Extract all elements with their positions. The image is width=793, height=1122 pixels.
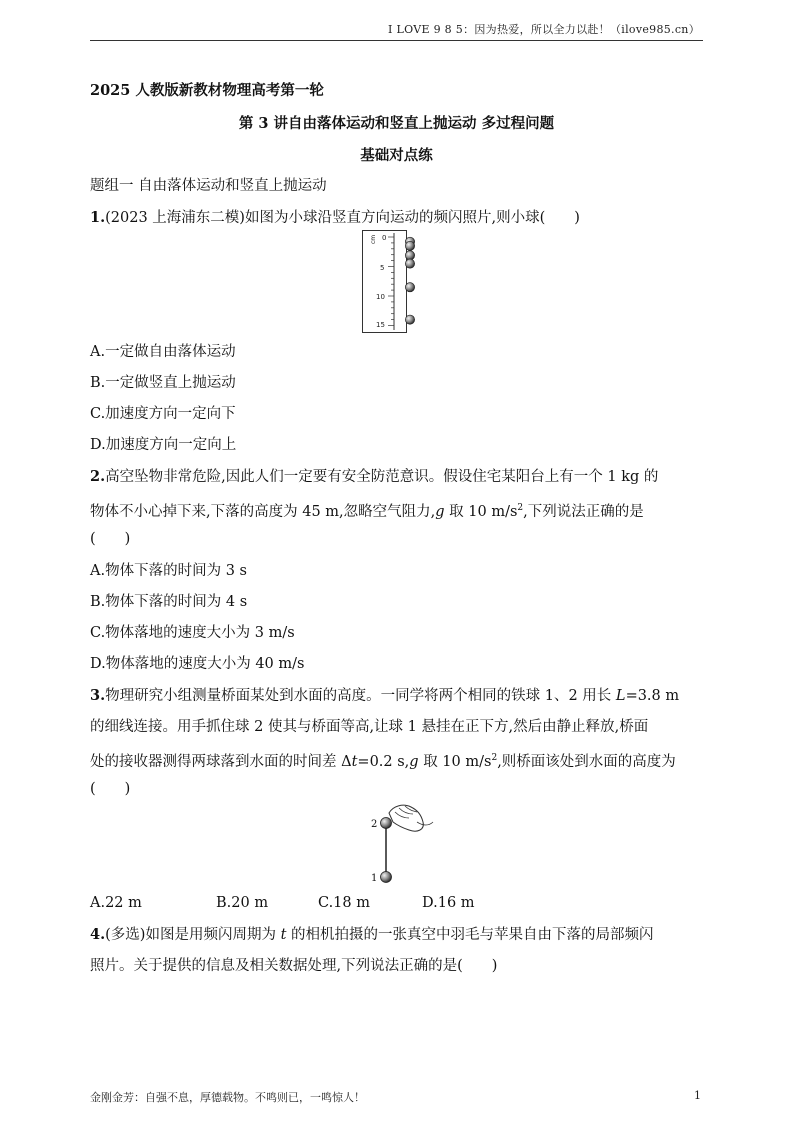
question-1-number: 1.	[90, 209, 106, 226]
question-2-option-d: D.物体落地的速度大小为 40 m/s	[90, 656, 305, 672]
strobe-ball	[405, 283, 414, 292]
question-2-text-c: ,下列说法正确的是	[523, 503, 644, 520]
header-divider	[90, 40, 703, 41]
question-3-text-e: 取 10 m/s	[418, 753, 492, 770]
period-symbol: t	[280, 927, 287, 943]
length-symbol: L	[615, 688, 626, 704]
question-3-option-d: D.16 m	[422, 895, 475, 911]
ball-2-label: 2	[371, 819, 378, 830]
question-2-option-b: B.物体下落的时间为 4 s	[90, 594, 248, 610]
gravity-symbol: g	[435, 503, 445, 520]
question-4-number: 4.	[90, 926, 106, 943]
question-3-text-c: 处的接收器测得两球落到水面的时间差 Δ	[90, 753, 352, 770]
gravity-symbol: g	[409, 753, 419, 770]
question-2-line-2	[90, 498, 644, 522]
question-3-text-b: =3.8 m	[625, 688, 680, 704]
question-3-line-3	[90, 748, 676, 772]
ruler-body	[363, 231, 407, 333]
superscript: 2	[517, 503, 524, 513]
question-3-line-1	[90, 686, 679, 706]
ruler-tick-label: 5	[380, 264, 385, 272]
question-3-line-2: 的细线连接。用手抓住球 2 使其与桥面等高,让球 1 悬挂在正下方,然后由静止释放,桥面	[90, 719, 649, 735]
strobe-ball	[405, 315, 414, 324]
ruler-tick-label: 15	[376, 321, 385, 329]
question-3-text-f: ,则桥面该处到水面的高度为	[497, 753, 676, 770]
page-footer: 金刚金芳：自强不息，厚德载物。不鸣则已，一鸣惊人！	[90, 1091, 365, 1104]
ball-1-label: 1	[371, 873, 378, 884]
lesson-title: 第 3 讲自由落体运动和竖直上抛运动 多过程问题	[238, 115, 555, 132]
question-3-option-b: B.20 m	[216, 895, 269, 911]
question-4-text-a: (多选)如图是用频闪周期为	[105, 927, 281, 943]
two-ball-string-figure	[365, 800, 435, 890]
question-3-option-a: A.22 m	[90, 895, 142, 911]
section-subtitle: 基础对点练	[360, 147, 433, 164]
superscript: 2	[491, 753, 498, 763]
question-3-text-a: 物理研究小组测量桥面某处到水面的高度。一同学将两个相同的铁球 1、2 用长	[105, 688, 616, 704]
question-2-text-b: 取 10 m/s	[444, 503, 518, 520]
page-number: 1	[694, 1089, 701, 1102]
question-group-heading: 题组一 自由落体运动和竖直上抛运动	[90, 178, 327, 194]
question-3-answer-paren: ( )	[90, 781, 131, 797]
strobe-ball	[405, 241, 414, 250]
strobe-ball	[405, 259, 414, 268]
question-4-line-2: 照片。关于提供的信息及相关数据处理,下列说法正确的是( )	[90, 958, 498, 974]
strobe-photo-ruler-figure	[362, 230, 430, 333]
question-1-option-d: D.加速度方向一定向上	[90, 437, 237, 453]
ball-2	[381, 818, 392, 829]
question-2-text: 高空坠物非常危险,因此人们一定要有安全防范意识。假设住宅某阳台上有一个 1 kg 的	[105, 469, 659, 485]
ruler-tick-label: 10	[376, 293, 385, 301]
question-3-number: 3.	[90, 687, 106, 704]
question-2-answer-paren: ( )	[90, 531, 131, 547]
question-4-text-b: 的相机拍摄的一张真空中羽毛与苹果自由下落的局部频闪	[286, 927, 654, 943]
ruler-tick-label: 0	[382, 234, 387, 242]
page-header: I LOVE 9 8 5：因为热爱，所以全力以赴！（ilove985.cn）	[388, 23, 700, 36]
question-3-text-d: =0.2 s,	[357, 753, 410, 770]
question-1-option-b: B.一定做竖直上抛运动	[90, 375, 236, 391]
question-4-line-1	[90, 925, 654, 945]
series-title: 2025 人教版新教材物理高考第一轮	[90, 82, 324, 99]
strobe-ball	[405, 251, 414, 260]
question-1-option-a: A.一定做自由落体运动	[90, 344, 236, 360]
ball-1	[381, 872, 392, 883]
question-2-option-a: A.物体下落的时间为 3 s	[90, 563, 247, 579]
time-symbol: t	[351, 753, 358, 770]
question-3-option-c: C.18 m	[318, 895, 370, 911]
question-1-option-c: C.加速度方向一定向下	[90, 406, 236, 422]
question-2-line-1	[90, 467, 658, 487]
question-2-number: 2.	[90, 468, 106, 485]
ruler-unit-label: cm	[370, 234, 377, 244]
question-2-option-c: C.物体落地的速度大小为 3 m/s	[90, 625, 295, 641]
question-1-text: (2023 上海浦东二模)如图为小球沿竖直方向运动的频闪照片,则小球( )	[105, 210, 580, 226]
question-1-stem	[90, 208, 580, 228]
question-2-text-a: 物体不小心掉下来,下落的高度为 45 m,忽略空气阻力,	[90, 503, 436, 520]
